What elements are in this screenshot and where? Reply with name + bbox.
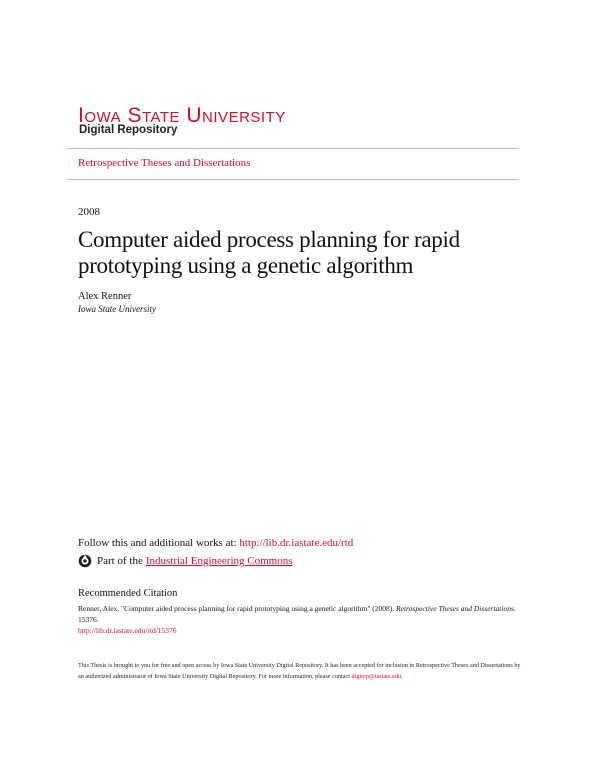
divider-bottom xyxy=(67,179,519,180)
notice-text: This Thesis is brought to you for free and open access by Iowa State University Digital Repository. It has been accepted for inclusion in Retrospective Theses and Dissertations by an authorized administrator of Iowa State University Digital Repository. For more information, please contact xyxy=(78,662,521,680)
university-logo: Iowa State University xyxy=(78,104,286,127)
repository-name: Digital Repository xyxy=(79,124,178,136)
citation-authors: Renner, Alex, "Computer aided process planning for rapid prototyping using a genetic algorithm" (2008). xyxy=(78,604,397,613)
divider-top xyxy=(67,148,519,149)
part-of-line xyxy=(78,554,292,568)
part-of-text: Part of the xyxy=(97,555,143,567)
author-name: Alex Renner xyxy=(78,291,132,302)
contact-email-link[interactable]: digirep@iastate.edu xyxy=(351,673,402,680)
citation-heading: Recommended Citation xyxy=(78,588,178,599)
citation-number: . 15376. xyxy=(78,604,516,624)
follow-text: Follow this and additional works at: xyxy=(78,537,240,549)
citation-link[interactable]: http://lib.dr.iastate.edu/rtd/15376 xyxy=(78,626,177,635)
access-notice xyxy=(78,660,523,682)
notice-end: . xyxy=(401,673,403,680)
citation-series: Retrospective Theses and Dissertations xyxy=(396,604,514,613)
commons-network-icon xyxy=(78,554,92,568)
year: 2008 xyxy=(78,206,100,218)
citation-body xyxy=(78,603,528,636)
document-title: Computer aided process planning for rapid prototyping using a genetic algorithm xyxy=(78,227,460,278)
follow-line xyxy=(78,537,353,549)
series-link[interactable]: Retrospective Theses and Dissertations xyxy=(78,157,251,169)
author-affiliation: Iowa State University xyxy=(78,304,156,314)
repository-link[interactable]: http://lib.dr.iastate.edu/rtd xyxy=(239,537,354,549)
commons-link[interactable]: Industrial Engineering Commons xyxy=(145,555,293,567)
